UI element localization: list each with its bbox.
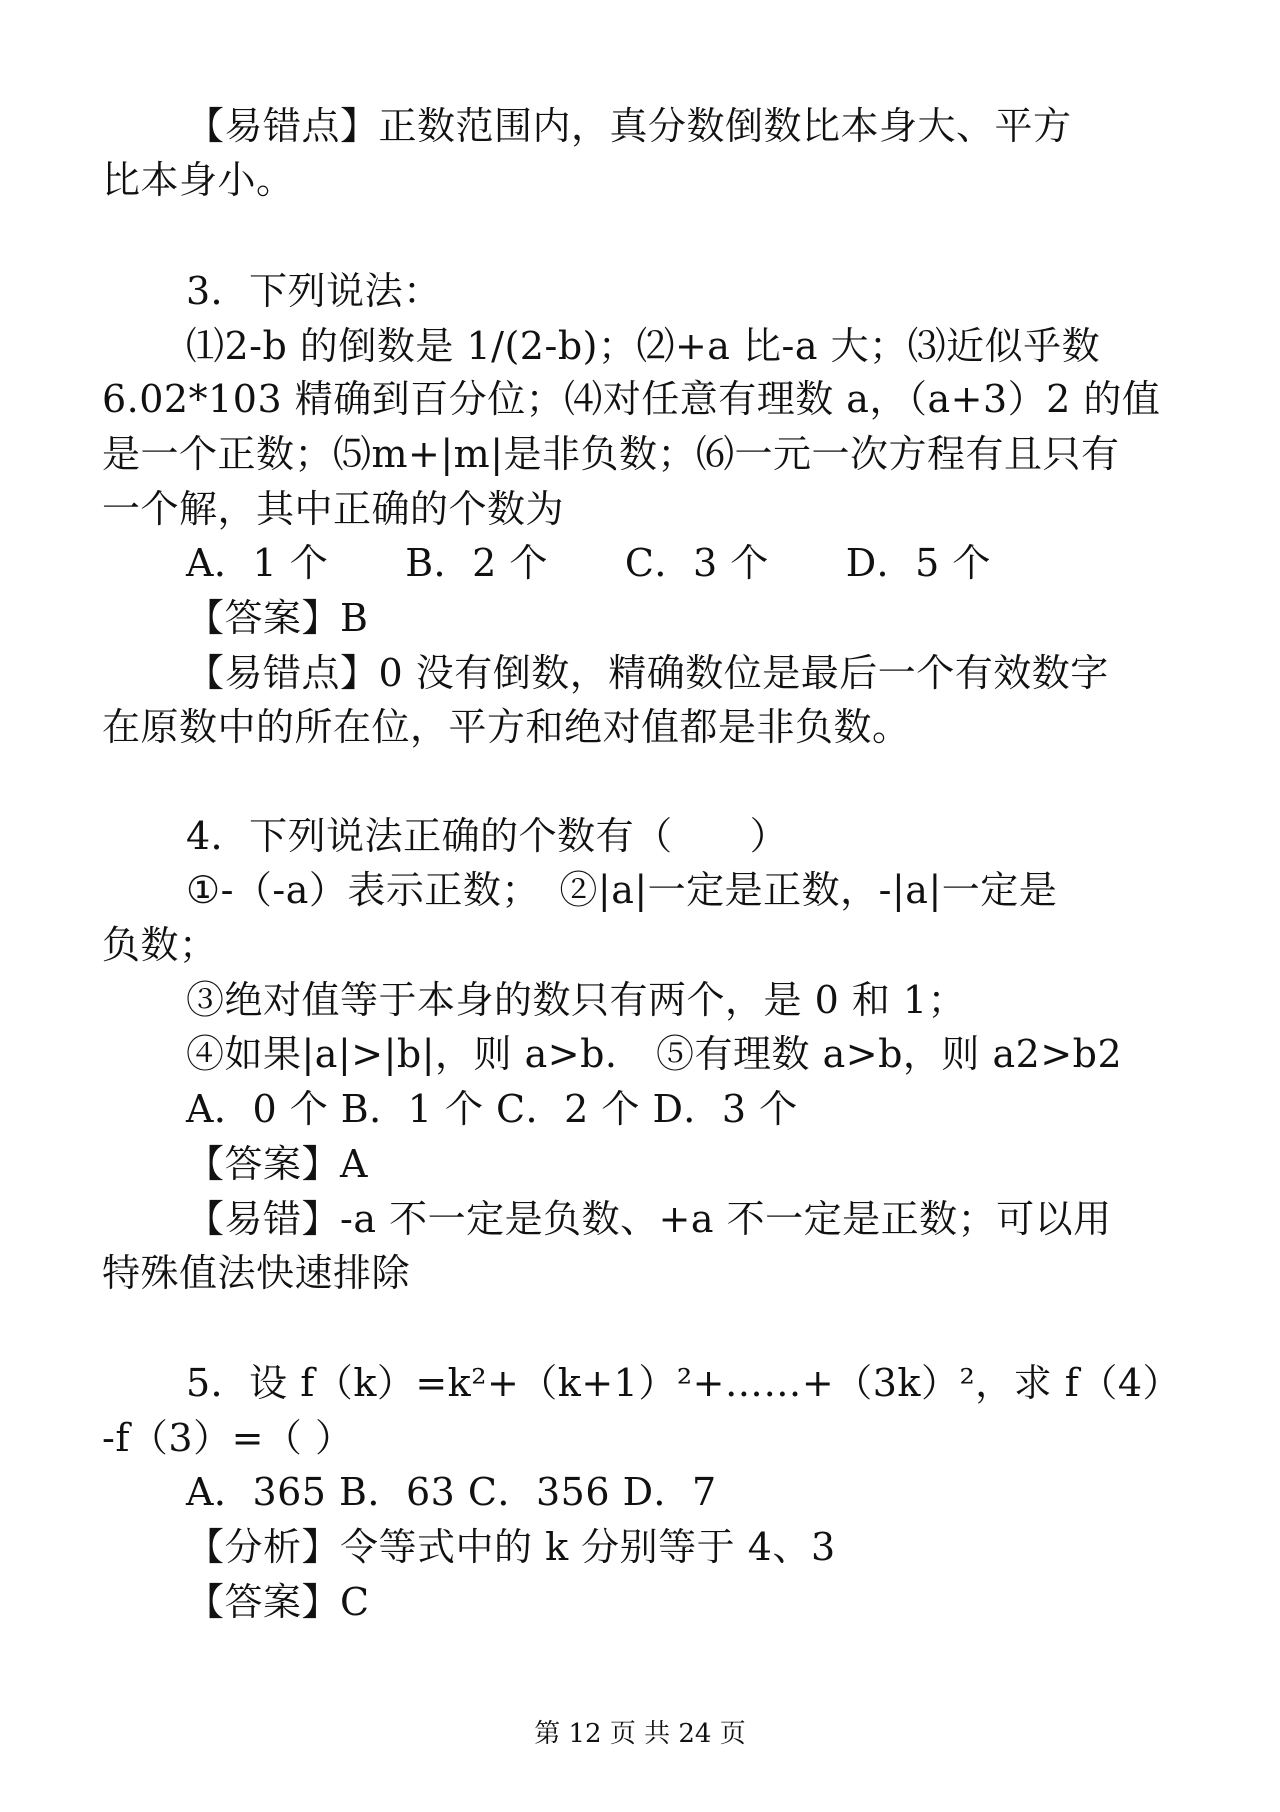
- question-4-options: A．0 个 B．1 个 C．2 个 D．3 个: [186, 1087, 798, 1131]
- question-4-body: ①-（-a）表示正数； ②|a|一定是正数，-|a|一定是: [186, 868, 1058, 912]
- question-3-body: 6.02*103 精确到百分位；⑷对任意有理数 a，（a+3）2 的值: [102, 377, 1161, 421]
- question-5-title: 5．设 f（k）=k²+（k+1）²+……+（3k）²，求 f（4）: [186, 1361, 1182, 1405]
- question-4-title: 4．下列说法正确的个数有（ ）: [186, 814, 789, 858]
- page-number-footer: 第 12 页 共 24 页: [534, 1719, 746, 1749]
- question-4-body: ④如果|a|>|b|，则 a>b. ⑤有理数 a>b，则 a2>b2: [186, 1032, 1123, 1076]
- question-5-options: A．365 B．63 C．356 D．7: [186, 1470, 717, 1514]
- question-4-error-point: 特殊值法快速排除: [102, 1251, 411, 1295]
- error-point-text-cont: 比本身小。: [102, 158, 295, 202]
- question-4-body: ③绝对值等于本身的数只有两个，是 0 和 1；: [186, 978, 967, 1022]
- question-5-analysis: 【分析】令等式中的 k 分别等于 4、3: [186, 1525, 836, 1569]
- question-3-options: A．1 个 B．2 个 C．3 个 D．5 个: [186, 541, 991, 585]
- question-4-answer: 【答案】A: [186, 1142, 368, 1186]
- question-3-title: 3．下列说法：: [186, 269, 442, 313]
- question-4-error-point: 【易错】-a 不一定是负数、+a 不一定是正数；可以用: [186, 1197, 1112, 1241]
- question-5-body: -f（3）=（ ）: [102, 1416, 354, 1460]
- question-3-error-point: 在原数中的所在位，平方和绝对值都是非负数。: [102, 705, 911, 749]
- question-5-answer: 【答案】C: [186, 1580, 370, 1624]
- question-3-body: 一个解，其中正确的个数为: [102, 487, 565, 531]
- question-4-body: 负数；: [102, 923, 218, 967]
- error-point-text: 【易错点】正数范围内，真分数倒数比本身大、平方: [186, 104, 1072, 148]
- question-3-error-point: 【易错点】0 没有倒数，精确数位是最后一个有效数字: [186, 651, 1109, 695]
- question-3-answer: 【答案】B: [186, 596, 369, 640]
- question-3-body: 是一个正数；⑸m+|m|是非负数；⑹一元一次方程有且只有: [102, 432, 1120, 476]
- question-3-body: ⑴2-b 的倒数是 1/(2-b)；⑵+a 比-a 大；⑶近似乎数: [186, 324, 1101, 368]
